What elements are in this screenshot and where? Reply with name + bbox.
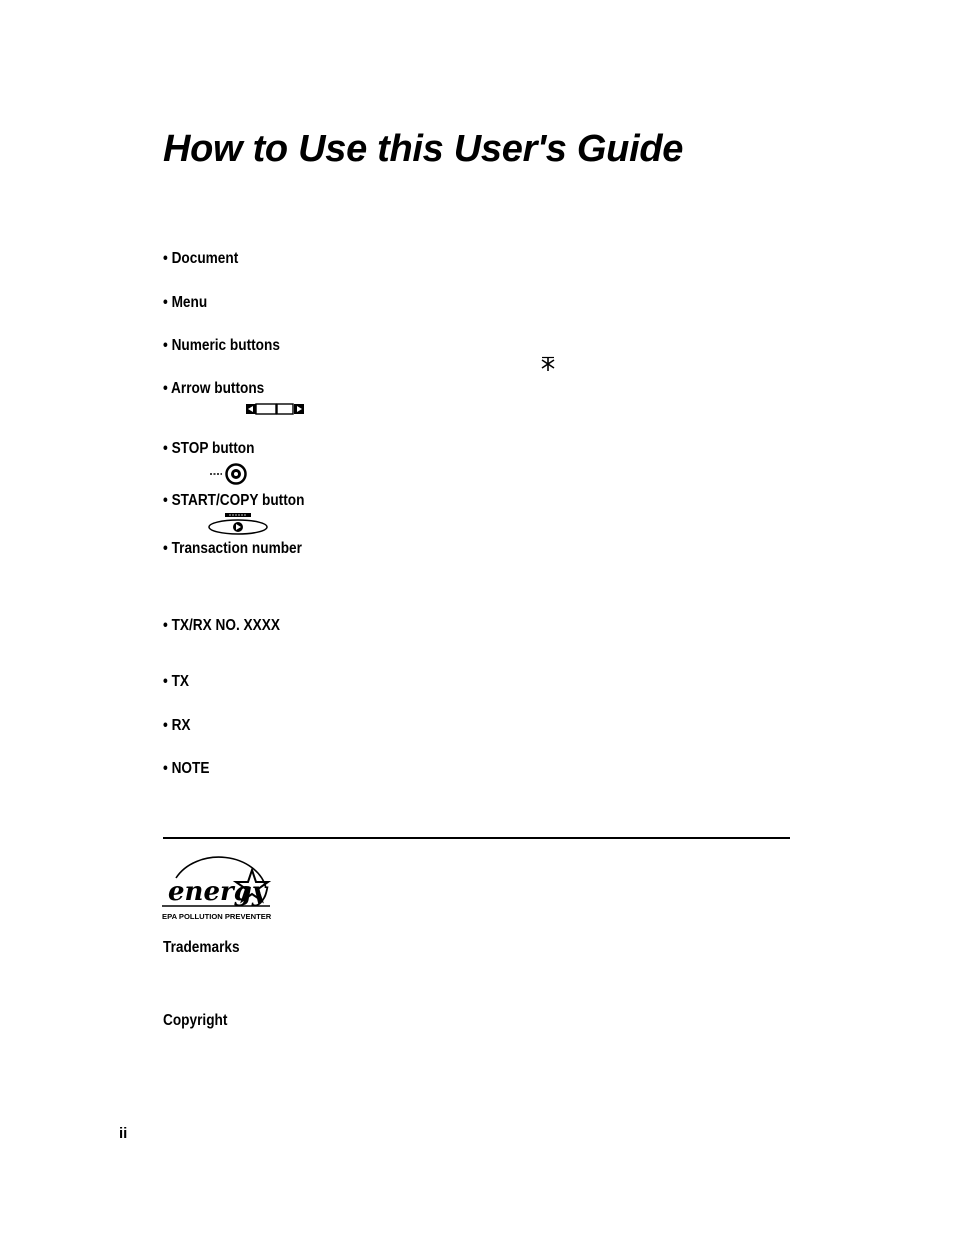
term-tx: • TX: [163, 673, 190, 690]
term-arrow-buttons: • Arrow buttons: [163, 380, 265, 397]
term-document: • Document: [163, 250, 239, 267]
logo-wordmark: energy: [168, 877, 267, 907]
term-stop-button: • STOP button: [163, 440, 255, 457]
start-copy-button-icon: [207, 512, 269, 536]
logo-caption: EPA POLLUTION PREVENTER: [162, 912, 272, 921]
term-numeric-buttons: • Numeric buttons: [163, 337, 280, 354]
page-number: ii: [119, 1125, 128, 1142]
arrow-buttons-icon: [245, 402, 307, 416]
term-menu: • Menu: [163, 294, 208, 311]
stop-button-icon: [208, 462, 250, 486]
page-title: How to Use this User's Guide: [163, 128, 684, 170]
term-start-copy-button: • START/COPY button: [163, 492, 305, 509]
term-transaction-number: • Transaction number: [163, 540, 302, 557]
energy-star-logo-icon: [162, 848, 272, 922]
term-tx-rx-no: • TX/RX NO. XXXX: [163, 617, 280, 634]
section-divider: [163, 837, 790, 839]
trademarks-heading: Trademarks: [163, 939, 240, 956]
term-rx: • RX: [163, 717, 191, 734]
copyright-heading: Copyright: [163, 1012, 228, 1029]
asterisk-button-icon: [540, 356, 556, 372]
term-note: • NOTE: [163, 760, 210, 777]
